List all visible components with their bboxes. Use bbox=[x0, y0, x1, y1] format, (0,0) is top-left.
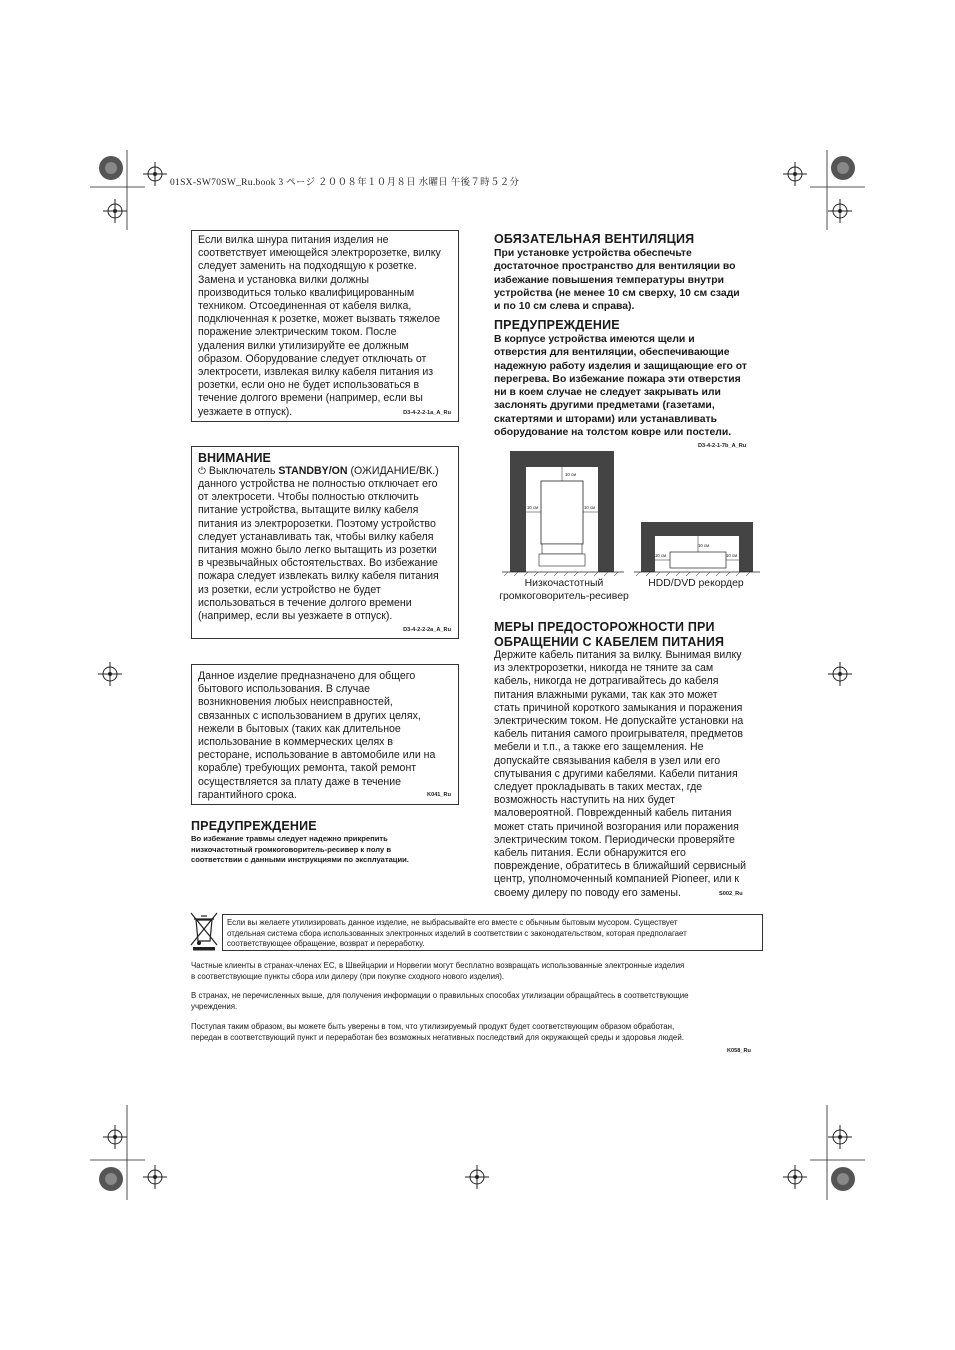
attention-box bbox=[191, 446, 459, 639]
attention-title: ВНИМАНИЕ bbox=[198, 451, 271, 465]
starburst-mark-icon bbox=[830, 155, 856, 181]
disposal-paragraph-other: В странах, не перечисленных выше, для получения информации о правильных способах утилизации обращайтесь в соответствующие учреждения. bbox=[191, 991, 689, 1011]
vents-warning-text: В корпусе устройства имеются щели и отверстия для вентиляции, обеспечивающие надежную работу изделия и защищающие его от перегрева. Во избежание пожара эти отверстия ни в коем случае не следует закрывать или заслонять другими предметами (газетами, скатертями и шторами) или устанавливать оборудование на толстом ковре или постели. bbox=[494, 334, 747, 439]
attention-line1-pre: Выключатель bbox=[208, 465, 279, 477]
floor-warning-title: ПРЕДУПРЕЖДЕНИЕ bbox=[191, 819, 317, 833]
registration-mark-icon bbox=[783, 162, 807, 186]
registration-mark-icon bbox=[103, 1125, 127, 1149]
caption-subwoofer-receiver: Низкочастотный громкоговоритель-ресивер bbox=[499, 578, 629, 603]
recorder-right-label: 10 см bbox=[726, 553, 738, 558]
registration-mark-icon bbox=[465, 1165, 489, 1189]
registration-mark-icon bbox=[103, 199, 127, 223]
starburst-mark-icon bbox=[98, 155, 124, 181]
floor-warning-text: Во избежание травмы следует надежно прикрепить низкочастотный громкоговоритель-ресивер к полу в соответствии с данными инструкциями по эксплуатации. bbox=[191, 834, 409, 864]
plug-notice-box bbox=[191, 230, 459, 422]
plug-notice-text: Если вилка шнура питания изделия не соответствует имеющейся электророзетке, вилку следует заменить на подходящую к розетке. Замена и установка вилки должны производиться только квалифицированным техником. Отсоединенная от кабеля вилка, подключенная к розетке, может вызвать тяжелое поражение электрическим током. После удаления вилки утилизируйте ее должным образом. Оборудование следует отключать от электросети, извлекая вилку кабеля питания из розетки, если оно не будет использоваться в течение долгого времени (например, если вы уезжаете в отпуск). bbox=[198, 234, 441, 418]
household-use-code: K041_Ru bbox=[427, 792, 451, 798]
registration-mark-icon bbox=[828, 662, 852, 686]
ventilation-title: ОБЯЗАТЕЛЬНАЯ ВЕНТИЛЯЦИЯ bbox=[494, 232, 695, 246]
registration-mark-icon bbox=[98, 662, 122, 686]
disposal-paragraph-eu: Частные клиенты в странах-членах ЕС, в Швейцарии и Норвегии могут бесплатно возвращать использованные электронные изделия в соответствующие пункты сбора или дилеру (при покупке сходного нового изделия). bbox=[191, 961, 685, 981]
attention-code: D3-4-2-2-2a_A_Ru bbox=[403, 627, 451, 633]
power-standby-icon: ⏻ bbox=[198, 466, 206, 477]
book-header-line: 01SX-SW70SW_Ru.book 3 ページ ２００８年１０月８日 水曜日 午後７時５２分 bbox=[170, 178, 520, 188]
starburst-mark-icon bbox=[98, 1166, 124, 1192]
disposal-code: K058_Ru bbox=[727, 1048, 751, 1054]
recorder-left-label: 10 см bbox=[655, 553, 667, 558]
registration-mark-icon bbox=[828, 199, 852, 223]
clearance-left-label: 10 см bbox=[527, 505, 539, 510]
cable-precautions-title: МЕРЫ ПРЕДОСТОРОЖНОСТИ ПРИ ОБРАЩЕНИИ С КАБЕЛЕМ ПИТАНИЯ bbox=[494, 620, 725, 649]
vents-warning-code: D3-4-2-1-7b_A_Ru bbox=[698, 443, 747, 449]
standby-on-label: STANDBY/ON bbox=[278, 465, 348, 477]
ventilation-text: При установке устройства обеспечьте достаточное пространство для вентиляции во избежание повышения температуры внутри устройства (не менее 10 см сверху, 10 см сзади и по 10 см слева и справа). bbox=[494, 248, 740, 313]
registration-mark-icon bbox=[828, 1125, 852, 1149]
vents-warning-title: ПРЕДУПРЕЖДЕНИЕ bbox=[494, 318, 620, 332]
registration-mark-icon bbox=[143, 1165, 167, 1189]
ventilation-clearance-diagram bbox=[494, 448, 764, 578]
disposal-notice-text: Если вы желаете утилизировать данное изделие, не выбрасывайте его вместе с обычным бытовым мусором. Существует отдельная система сбора использованных электронных изделий в соответствии с законодательством, которая предполагает соответствующее обращение, возврат и переработку. bbox=[227, 918, 687, 949]
attention-text: данного устройства не полностью отключает его от электросети. Чтобы полностью отключить питание устройства, вытащите вилку кабеля питания из электророзетки. Поэтому устройство следует устанавливать так, чтобы вилку кабеля питания можно было легко вытащить из розетки в чрезвычайных обстоятельствах. Во избежание пожара следует извлекать вилку кабеля питания из розетки, если устройство не будет использоваться в течение долгого времени (например, если вы уезжаете в отпуск). bbox=[198, 478, 439, 623]
household-use-text: Данное изделие предназначено для общего бытового использования. В случае возникновения любых неисправностей, связанных с использованием в других целях, нежели в бытовых (таких как длительное использование в коммерческих целях в ресторане, использование в автомобиле или на корабле) требующих ремонта, такой ремонт осуществляется за плату даже в течение гарантийного срока. bbox=[198, 670, 436, 801]
disposal-notice-box bbox=[222, 914, 763, 951]
plug-notice-code: D3-4-2-2-1a_A_Ru bbox=[403, 410, 451, 416]
attention-line1-post: (ОЖИДАНИЕ/ВК.) bbox=[347, 465, 439, 477]
clearance-top-label: 10 см bbox=[565, 472, 577, 477]
crossed-out-bin-icon bbox=[189, 911, 219, 951]
cable-precautions-text: Держите кабель питания за вилку. Вынимая вилку из электророзетки, никогда не тяните за сам кабель, никогда не дотрагивайтесь до кабеля питания влажными руками, так как это может стать причиной короткого замыкания и поражения электрическим током. Не допускайте установки на кабель питания самого проигрывателя, предметов мебели и т.п., а также его защемления. Не допускайте связывания кабеля в узел или его спутывания с другими кабелями. Кабели питания следует прокладывать в таких местах, где возможность наступить на них будет маловероятной. Поврежденный кабель питания может стать причиной возгорания или поражения электрическим током. Периодически проверяйте кабель питания. Если обнаружится его повреждение, обратитесь в ближайший сервисный центр, уполномоченный компанией Pioneer, или к своему дилеру по поводу его замены. bbox=[494, 649, 747, 899]
attention-first-line bbox=[198, 465, 439, 478]
cable-precautions-code: S002_Ru bbox=[719, 891, 743, 897]
starburst-mark-icon bbox=[830, 1166, 856, 1192]
disposal-paragraph-assurance: Поступая таким образом, вы можете быть уверены в том, что утилизируемый продукт будет соответствующим образом обработан, передан в соответствующий пункт и переработан без возможных негативных последствий для окружающей среды и здоровья людей. bbox=[191, 1022, 684, 1042]
household-use-box bbox=[191, 664, 459, 805]
caption-hdd-dvd-recorder: HDD/DVD рекордер bbox=[648, 578, 744, 589]
registration-mark-icon bbox=[143, 162, 167, 186]
clearance-right-label: 10 см bbox=[584, 505, 596, 510]
registration-mark-icon bbox=[783, 1165, 807, 1189]
recorder-top-label: 10 см bbox=[698, 543, 710, 548]
